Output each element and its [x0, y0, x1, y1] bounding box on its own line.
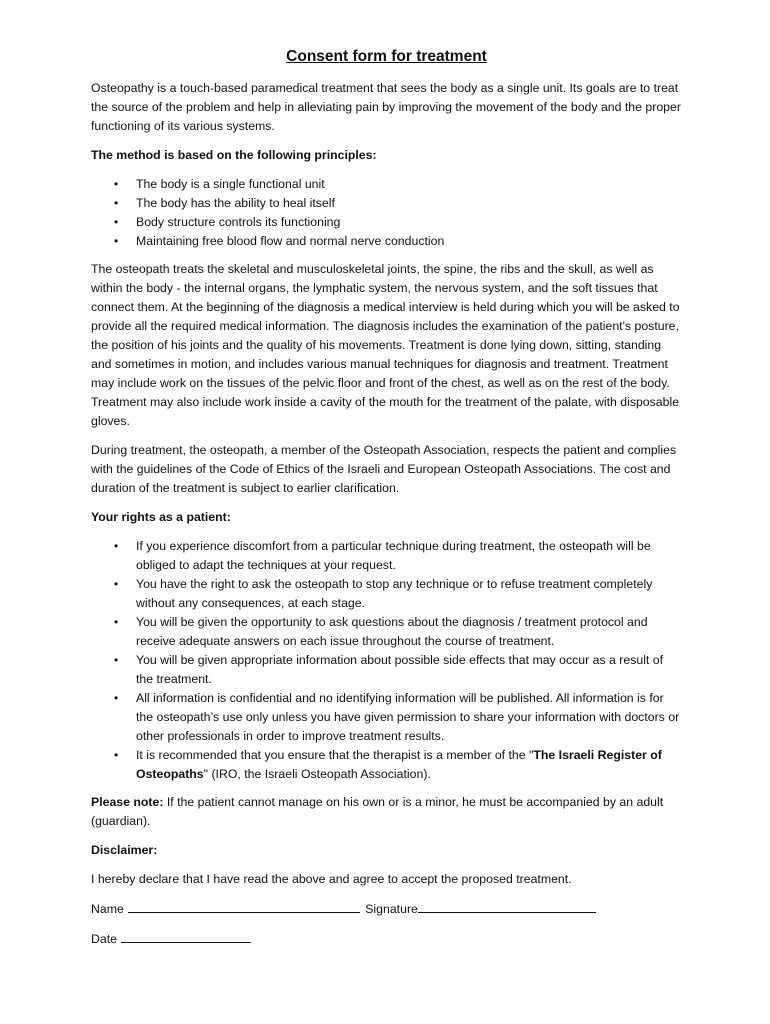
list-item: • If you experience discomfort from a particular technique during treatment, the osteopath will be obliged to adapt the techniques at your request.	[136, 537, 682, 575]
name-field[interactable]	[128, 899, 360, 913]
disclaimer-heading: Disclaimer:	[91, 843, 158, 857]
principles-list	[91, 175, 682, 251]
list-item: • Maintaining free blood flow and normal nerve conduction	[136, 232, 682, 251]
page-title: Consent form for treatment	[286, 48, 487, 65]
note-text: If the patient cannot manage on his own or is a minor, he must be accompanied by an adult (guardian).	[91, 795, 664, 828]
signature-label: Signature	[365, 902, 418, 916]
principles-heading: The method is based on the following principles:	[91, 148, 377, 162]
date-field[interactable]	[121, 929, 251, 943]
rights-list	[91, 537, 682, 784]
list-item: • You have the right to ask the osteopath to stop any technique or to refuse treatment completely without any consequences, at each stage.	[136, 575, 682, 613]
list-item	[136, 746, 682, 784]
rights-last-text-start: It is recommended that you ensure that the therapist is a member of the "	[136, 748, 534, 762]
signature-field[interactable]	[418, 899, 596, 913]
treatment-description-paragraph: The osteopath treats the skeletal and musculoskeletal joints, the spine, the ribs and the skull, as well as within the body - the internal organs, the lymphatic system, the nervous system, and the soft tissues that connect them. At the beginning of the diagnosis a medical interview is held during which you will be asked to provide all the required medical information. The diagnosis includes the examination of the patient's posture, the position of his joints and the quality of his movements. Treatment is done lying down, sitting, standing and sometimes in motion, and includes various manual techniques for diagnosis and treatment. Treatment may include work on the tissues of the pelvic floor and front of the chest, as well as on the rest of the body. Treatment may also include work inside a cavity of the mouth for the treatment of the palate, with disposable gloves.	[91, 262, 680, 428]
note-paragraph	[91, 793, 682, 831]
note-label: Please note:	[91, 795, 164, 809]
register-name: The Israeli Register of Osteopaths	[136, 748, 662, 781]
name-label: Name	[91, 902, 124, 916]
list-item: • The body is a single functional unit	[136, 175, 682, 194]
list-item: • Body structure controls its functioning	[136, 213, 682, 232]
rights-last-text-end: " (IRO, the Israeli Osteopath Association).	[203, 767, 431, 781]
list-item: • You will be given appropriate information about possible side effects that may occur as a result of the treatment.	[136, 651, 682, 689]
list-item: • You will be given the opportunity to ask questions about the diagnosis / treatment protocol and receive adequate answers on each issue throughout the course of treatment.	[136, 613, 682, 651]
rights-heading: Your rights as a patient:	[91, 510, 231, 524]
declaration-text: I hereby declare that I have read the above and agree to accept the proposed treatment.	[91, 872, 572, 886]
date-label: Date	[91, 932, 117, 946]
during-treatment-paragraph: During treatment, the osteopath, a member of the Osteopath Association, respects the patient and complies with the guidelines of the Code of Ethics of the Israeli and European Osteopath Associations. The cost and duration of the treatment is subject to earlier clarification.	[91, 443, 677, 495]
name-signature-row	[91, 899, 682, 919]
list-item: • All information is confidential and no identifying information will be published. All information is for the osteopath’s use only unless you have given permission to share your information with doctors or other professionals in order to improve treatment results.	[136, 689, 682, 746]
intro-paragraph: Osteopathy is a touch-based paramedical treatment that sees the body as a single unit. Its goals are to treat the source of the problem and help in alleviating pain by improving the movement of the body and the proper functioning of its various systems.	[91, 81, 681, 133]
date-row	[91, 929, 682, 949]
list-item: • The body has the ability to heal itself	[136, 194, 682, 213]
